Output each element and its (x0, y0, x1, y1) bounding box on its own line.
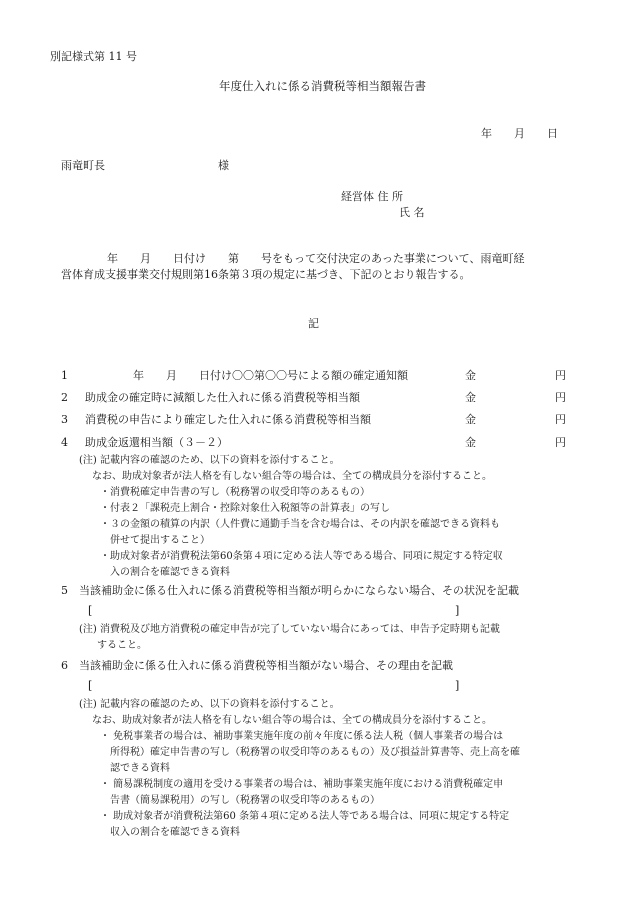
item-label: 当該補助金に係る仕入れに係る消費税等相当額がない場合、その理由を記載 (79, 659, 453, 672)
kin-label: 金 (465, 436, 476, 449)
item-number: 1 (61, 369, 68, 382)
kin-label: 金 (465, 413, 476, 426)
note-line: 告書（簡易課税用）の写し（税務署の収受印等のあるもの） (110, 795, 380, 806)
item-number: 3 (61, 413, 68, 426)
form-number: 別記様式第 11 号 (50, 50, 137, 63)
note-line: 所得税）確定申告書の写し（税務署の収受印等のあるもの）及び損益計算書等、売上高を確 (110, 747, 520, 758)
address-label: 経営体 住 所 (341, 190, 403, 203)
item-number: 6 (61, 659, 68, 672)
note-line: ・ 免税事業者の場合は、補助事業実施年度の前々年度に係る法人税（個人事業者の場合は (100, 731, 504, 742)
note-line: (注) 記載内容の確認のため、以下の資料を添付すること。 (79, 455, 340, 466)
body-text-line-1: 年 月 日付け 第 号をもって交付決定のあった事業について、雨竜町経 (107, 252, 525, 265)
item-label: 消費税の申告により確定した仕入れに係る消費税等相当額 (85, 413, 371, 426)
item-number: 5 (61, 584, 68, 597)
yen-label: 円 (555, 436, 566, 449)
honorific: 様 (218, 159, 229, 172)
yen-label: 円 (555, 391, 566, 404)
item-label: 助成金返還相当額（３－２） (85, 436, 228, 449)
item-number: 4 (61, 436, 68, 449)
note-line: なお、助成対象者が法人格を有しない組合等の場合は、全ての構成員分を添付すること。 (92, 715, 492, 726)
yen-label: 円 (555, 413, 566, 426)
bracket-open: [ (88, 604, 93, 617)
item-label: 助成金の確定時に減額した仕入れに係る消費税等相当額 (85, 391, 360, 404)
yen-label: 円 (555, 369, 566, 382)
note-line: 入の割合を確認できる資料 (110, 567, 230, 578)
kin-label: 金 (465, 369, 476, 382)
addressee: 雨竜町長 (61, 159, 105, 172)
note-line: すること。 (97, 640, 147, 651)
note-line: ・３の金額の積算の内訳（人件費に通勤手当を含む場合は、その内訳を確認できる資料も (100, 519, 500, 530)
note-line: (注) 記載内容の確認のため、以下の資料を添付すること。 (79, 699, 340, 710)
note-line: (注) 消費税及び地方消費税の確定申告が完了していない場合にあっては、申告予定時期も記載 (79, 624, 500, 635)
bracket-close: ] (455, 604, 460, 617)
body-text-line-2: 営体育成支援事業交付規則第16条第３項の規定に基づき、下記のとおり報告する。 (61, 268, 471, 281)
note-line: ・ 助成対象者が消費税法第60 条第４項に定める法人等である場合は、同項に規定する特定 (100, 811, 510, 822)
bracket-close: ] (455, 679, 460, 692)
document-title: 年度仕入れに係る消費税等相当額報告書 (219, 79, 426, 93)
note-line: 併せて提出すること） (110, 535, 210, 546)
note-line: なお、助成対象者が法人格を有しない組合等の場合は、全ての構成員分を添付すること。 (92, 471, 492, 482)
note-line: ・ 簡易課税制度の適用を受ける事業者の場合は、補助事業実施年度における消費税確定申 (100, 779, 504, 790)
note-line: 認できる資料 (110, 763, 170, 774)
note-line: ・助成対象者が消費税法第60条第４項に定める法人等である場合、同項に規定する特定収 (100, 551, 503, 562)
note-line: ・付表２「課税売上割合・控除対象仕入税額等の計算表」の写し (100, 503, 390, 514)
bracket-open: [ (88, 679, 93, 692)
report-date: 年 月 日 (481, 127, 558, 140)
note-line: ・消費税確定申告書の写し（税務署の収受印等のあるもの） (100, 487, 370, 498)
item-number: 2 (61, 391, 68, 404)
item-label: 当該補助金に係る仕入れに係る消費税等相当額が明らかにならない場合、その状況を記載 (79, 584, 519, 597)
name-label: 氏 名 (399, 206, 425, 219)
kin-label: 金 (465, 391, 476, 404)
item-label: 年 月 日付け〇〇第〇〇号による額の確定通知額 (133, 369, 408, 382)
note-line: 収入の割合を確認できる資料 (110, 827, 240, 838)
ki-heading: 記 (308, 317, 319, 330)
